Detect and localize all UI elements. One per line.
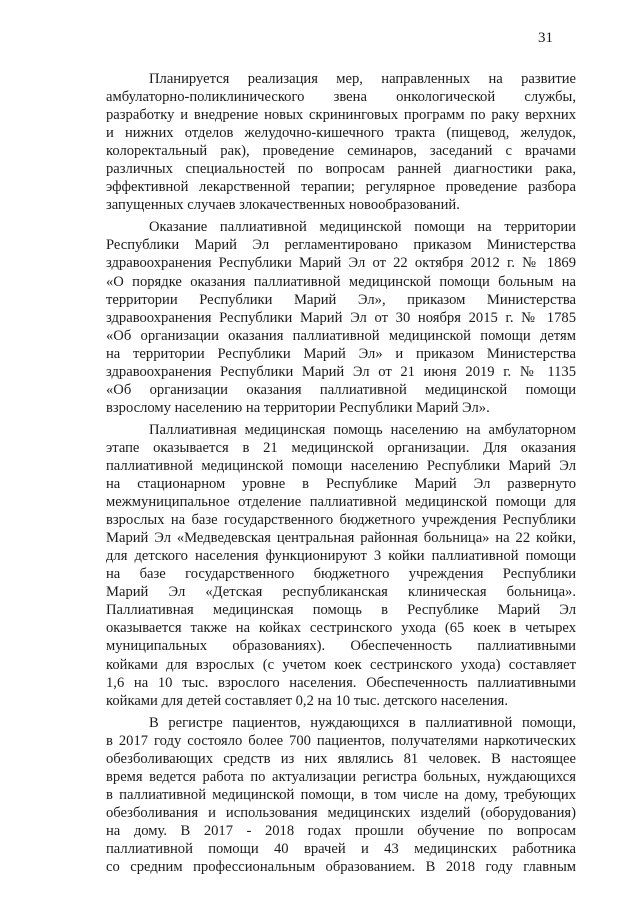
text-line: «Об организации оказания паллиативной медицинской помощи детям (106, 327, 576, 344)
text-line: время ведется работа по актуализации регистра больных, нуждающихся (106, 768, 576, 785)
text-line: паллиативной медицинской помощи населению Республики Марий Эл (106, 457, 576, 474)
text-line: различных специальностей по вопросам ранней диагностики рака, (106, 161, 576, 178)
text-line: Паллиативная медицинская помощь населению на амбулаторном (149, 421, 576, 438)
text-line: муниципальных образованиях). Обеспеченность паллиативными (106, 638, 576, 655)
text-line: взрослых на базе государственного бюджетного учреждения Республики (106, 512, 576, 529)
text-line: Паллиативная медицинская помощь в Республике Марий Эл (106, 602, 576, 619)
text-line: В регистре пациентов, нуждающихся в паллиативной помощи, (149, 714, 576, 731)
text-line: на территории Республики Марий Эл» и приказом Министерства (106, 345, 576, 362)
document-body (106, 70, 576, 876)
text-line: для детского населения функционируют 3 койки паллиативной помощи (106, 548, 576, 565)
text-line: 1,6 на 10 тыс. взрослого населения. Обеспеченность паллиативными (106, 674, 576, 691)
text-line: оказывается также на койках сестринского ухода (65 коек в четырех (106, 620, 576, 637)
text-line: на базе государственного бюджетного учреждения Республики (106, 566, 576, 583)
text-line: Планируется реализация мер, направленных на развитие (149, 71, 576, 87)
paragraph (106, 421, 576, 710)
paragraph (106, 218, 576, 417)
text-line: здравоохранения Республики Марий Эл от 21 июня 2019 г. № 1135 (106, 363, 576, 380)
text-line: этапе оказывается в 21 медицинской организации. Для оказания (106, 439, 576, 456)
paragraph (106, 714, 576, 876)
text-line: Марий Эл «Медведевская центральная районная больница» на 22 койки, (106, 530, 576, 547)
text-line: Республики Марий Эл регламентировано приказом Министерства (106, 237, 576, 254)
text-line: Оказание паллиативной медицинской помощи на территории (149, 219, 576, 236)
text-line: «Об организации оказания паллиативной медицинской помощи (106, 381, 576, 398)
text-line: эффективной лекарственной терапии; регулярное проведение разбора (106, 179, 576, 196)
text-line: в паллиативной медицинской помощи, в том числе на дому, требующих (106, 786, 576, 803)
text-line: на дому. В 2017 - 2018 годах прошли обучение по вопросам (106, 822, 576, 839)
paragraph (106, 70, 576, 214)
text-line: обезболивания и использования медицинских изделий (оборудования) (106, 804, 576, 821)
text-line: здравоохранения Республики Марий Эл от 22 октября 2012 г. № 1869 (106, 255, 576, 272)
text-line: здравоохранения Республики Марий Эл от 30 ноября 2015 г. № 1785 (106, 309, 576, 326)
page-number: 31 (538, 30, 553, 46)
text-line: обезболивающих средств из них являлись 81 человек. В настоящее (106, 750, 576, 767)
text-line: амбулаторно-поликлинического звена онкологической службы, (106, 89, 576, 106)
text-line: Марий Эл «Детская республиканская клиническая больница». (106, 584, 576, 601)
text-line: со средним профессиональным образованием. В 2018 году главным (106, 859, 576, 876)
text-line: разработку и внедрение новых скрининговых программ по раку верхних (106, 107, 576, 124)
text-line: межмуниципальное отделение паллиативной медицинской помощи для (106, 494, 576, 511)
text-line: взрослому населению на территории Республики Марий Эл». (106, 399, 490, 416)
text-line: на стационарном уровне в Республике Марий Эл развернуто (106, 476, 576, 493)
text-line: запущенных случаев злокачественных новообразований. (106, 197, 460, 214)
text-line: паллиативной помощи 40 врачей и 43 медицинских работника (106, 840, 576, 857)
text-line: и нижних отделов желудочно-кишечного тракта (пищевод, желудок, (106, 125, 576, 142)
text-line: «О порядке оказания паллиативной медицинской помощи больным на (106, 273, 576, 290)
text-line: койками для взрослых (с учетом коек сестринского ухода) составляет (106, 656, 576, 673)
text-line: территории Республики Марий Эл», приказом Министерства (106, 291, 576, 308)
text-line: колоректальный рак), проведение семинаров, заседаний с врачами (106, 143, 576, 160)
text-line: койками для детей составляет 0,2 на 10 тыс. детского населения. (106, 692, 508, 709)
text-line: в 2017 году состояло более 700 пациентов, получателями наркотических (106, 732, 576, 749)
